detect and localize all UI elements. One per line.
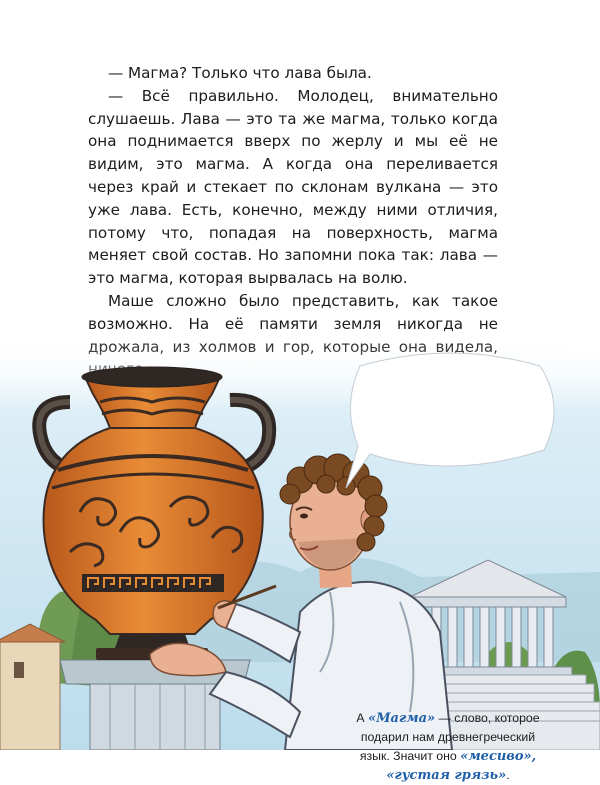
story-text bbox=[88, 62, 498, 381]
speech-bubble-text bbox=[352, 709, 544, 785]
keyword-mesivo: «месиво», «густая грязь» bbox=[386, 749, 536, 783]
left-house bbox=[0, 624, 65, 750]
keyword-magma: «Магма» bbox=[368, 711, 435, 726]
speech-text-part2: — слово, которое подарил нам древнегреческий язык. Значит оно bbox=[360, 711, 540, 763]
paragraph-1: — Магма? Только что лава была. bbox=[88, 62, 498, 85]
paragraph-2: — Всё правильно. Молодец, внимательно слушаешь. Лава — это та же магма, только когда она поднимается вверх по жерлу и мы её не видим, это магма. А когда она переливается через край и стекает по склонам вулкана — это уже лава. Есть, конечно, между ними отличия, потому что, попадая на поверхность, магма меняет свой состав. Но запомни пока так: лава — это магма, которая вырвалась на волю. bbox=[88, 85, 498, 290]
speech-text-part3: . bbox=[506, 768, 509, 782]
illustration-ancient-greek-painter bbox=[0, 342, 600, 750]
paragraph-3: Маше сложно было представить, как такое возможно. На её памяти земля никогда не bbox=[88, 290, 498, 381]
speech-text-part1: А bbox=[356, 711, 364, 725]
